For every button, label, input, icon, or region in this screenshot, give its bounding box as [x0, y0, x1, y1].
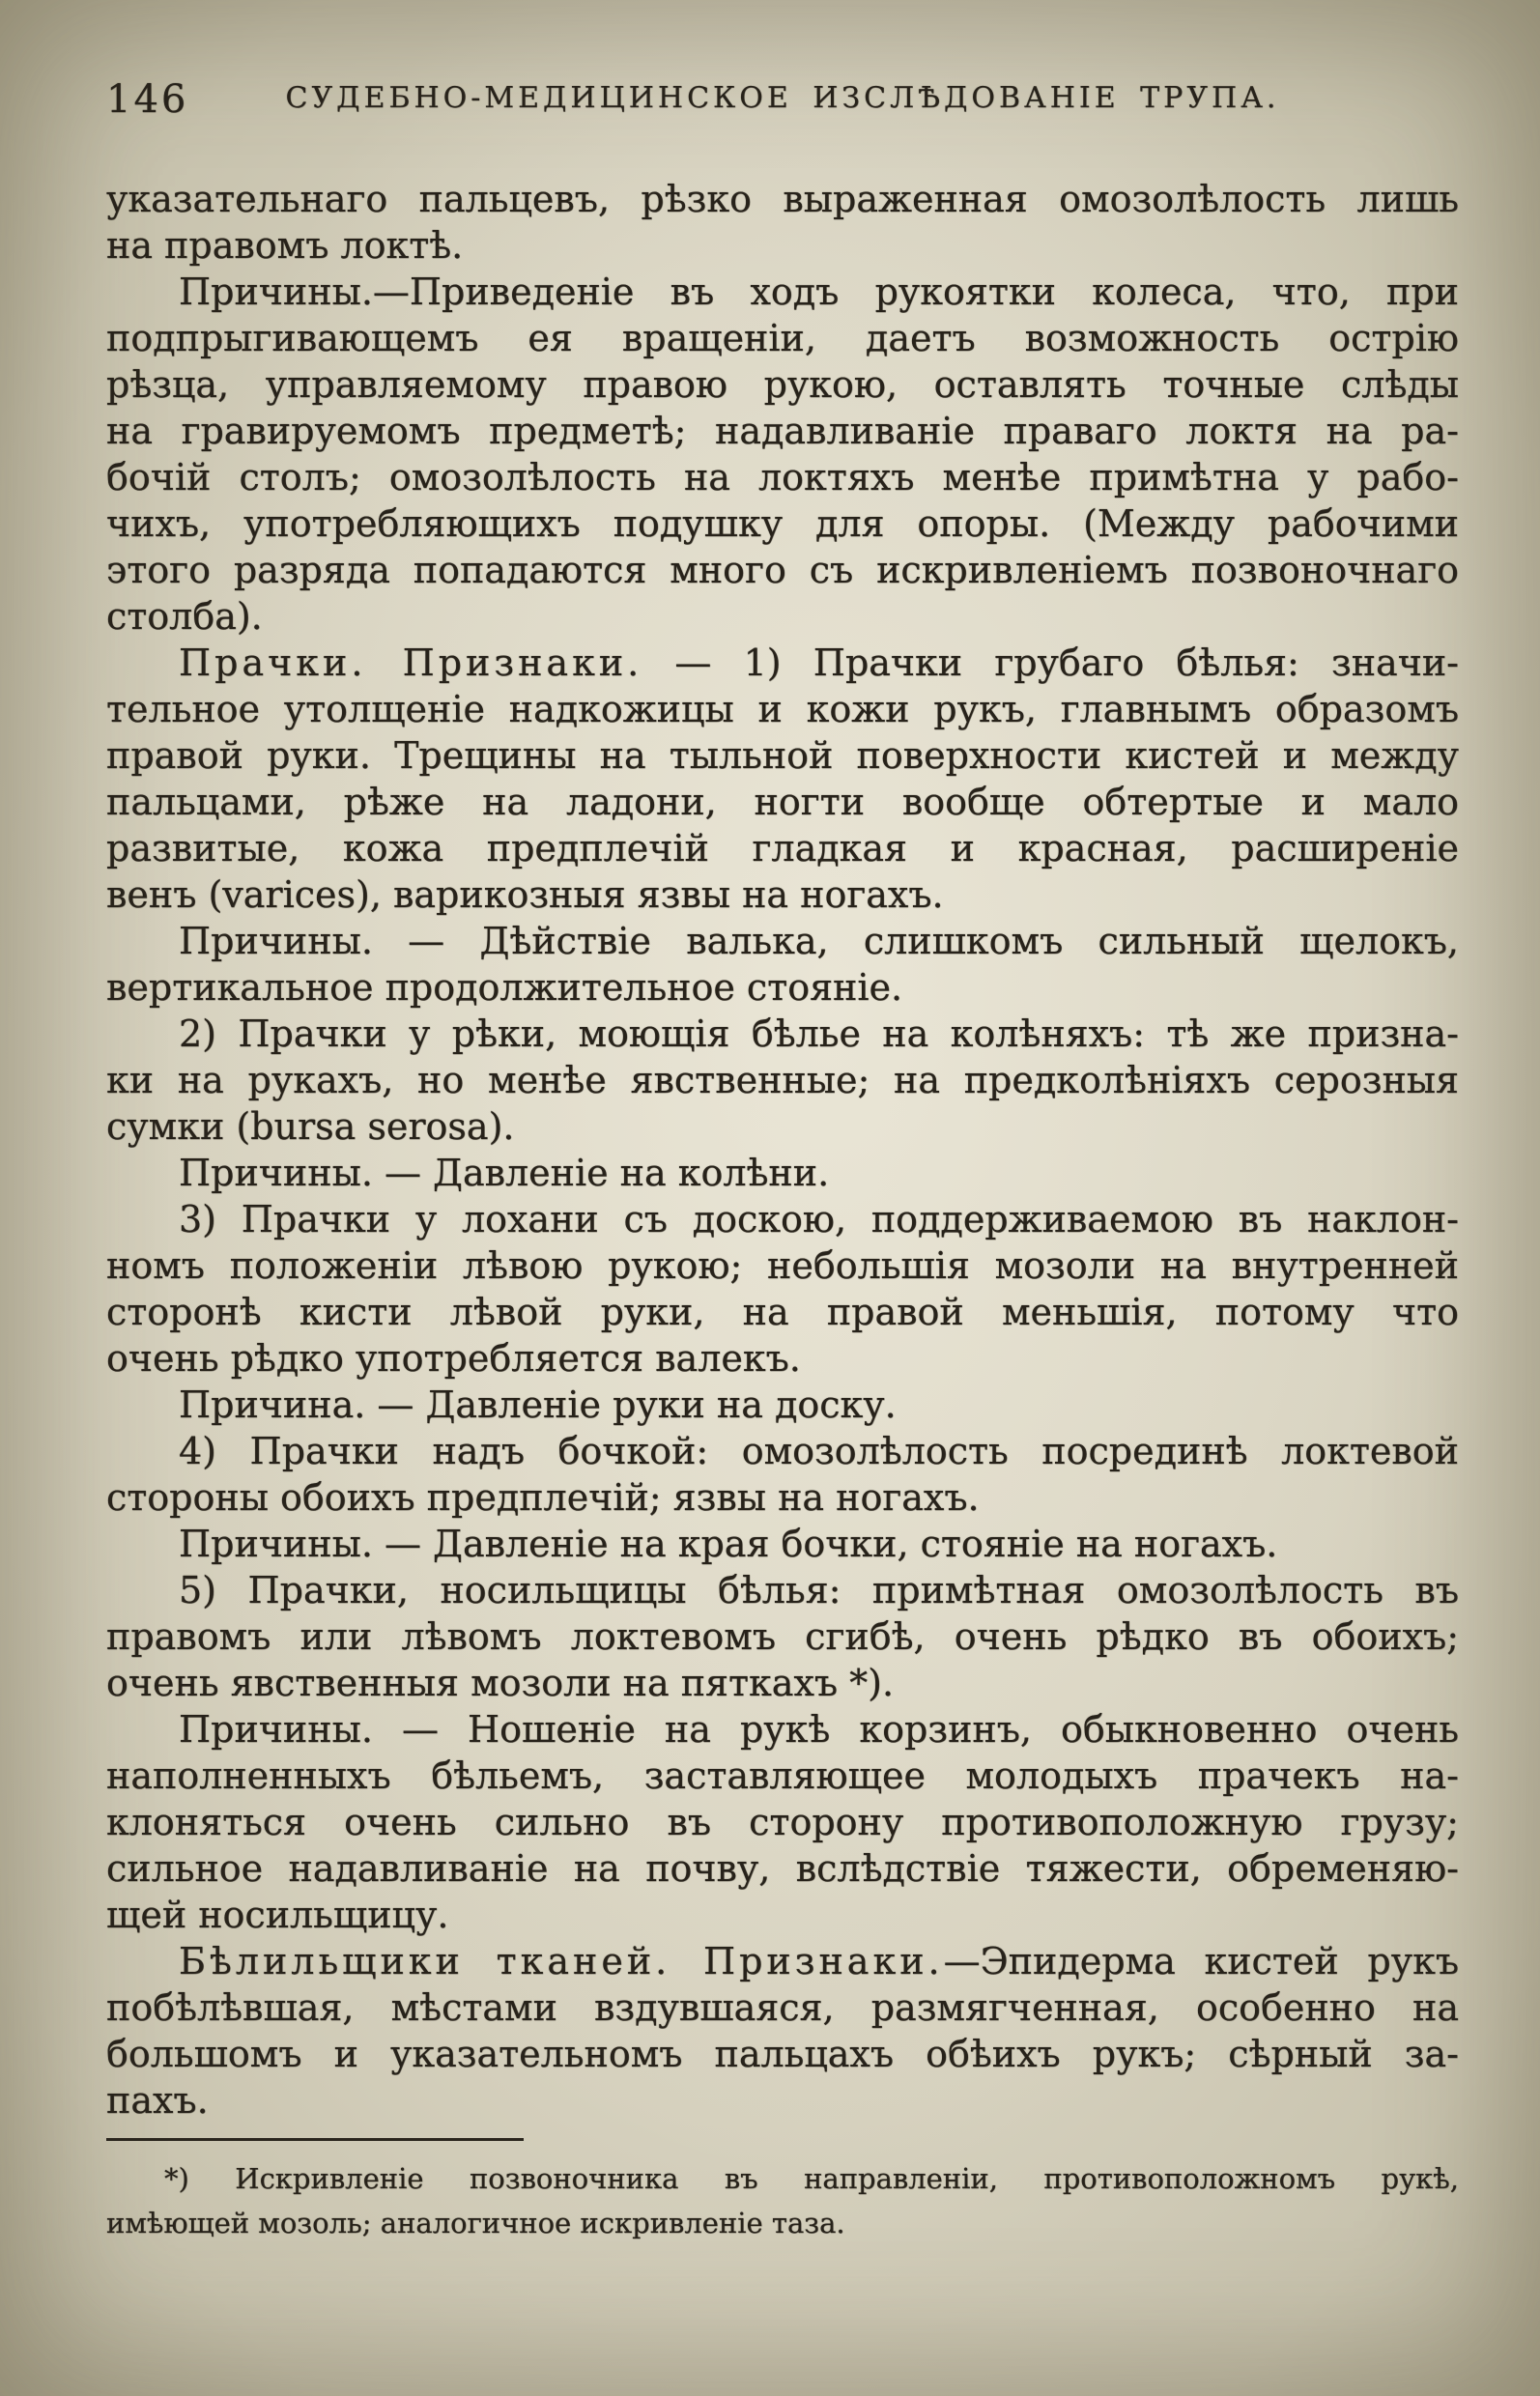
text-line: Причины. — Дѣйствіе валька, слишкомъ сильный щелокъ,	[179, 920, 1459, 962]
text-line: правой руки. Трещины на тыльной поверхности кистей и между	[106, 734, 1459, 777]
text-line: столба).	[106, 595, 263, 638]
text-line: 5) Прачки, носильщицы бѣлья: примѣтная омозолѣлость въ	[179, 1569, 1459, 1612]
text-line: большомъ и указательномъ пальцахъ обѣихъ рукъ; сѣрный за-	[106, 2033, 1459, 2075]
text-line: очень явственныя мозоли на пяткахъ *).	[106, 1662, 895, 1704]
footnote-line: имѣющей мозоль; аналогичное искривленіе таза.	[106, 2207, 845, 2239]
text-line: пахъ.	[106, 2079, 209, 2122]
text-line: наполненныхъ бѣльемъ, заставляющее молодыхъ прачекъ на-	[106, 1754, 1459, 1797]
text-line	[106, 640, 1459, 686]
body-text	[106, 176, 1459, 2124]
text-line: развитые, кожа предплечій гладкая и красная, расширеніе	[106, 827, 1459, 870]
text-line: Причины. — Давленіе на края бочки, стояніе на ногахъ.	[179, 1523, 1278, 1565]
text-line: вертикальное продолжительное стояніе.	[106, 966, 903, 1009]
footnote-line: *) Искривленіе позвоночника въ направленіи, противоположномъ рукѣ,	[164, 2162, 1459, 2195]
running-title: СУДЕБНО-МЕДИЦИНСКОЕ ИЗСЛѢДОВАНІЕ ТРУПА.	[285, 81, 1280, 115]
text-line: сильное надавливаніе на почву, вслѣдствіе тяжести, обременяю-	[106, 1847, 1459, 1890]
emphasized-term: Прачки. Признаки.	[179, 642, 643, 684]
text-line: щей носильщицу.	[106, 1894, 449, 1936]
text-line: побѣлѣвшая, мѣстами вздувшаяся, размягченная, особенно на	[106, 1986, 1459, 2029]
text-line: ки на рукахъ, но менѣе явственные; на предколѣніяхъ серозныя	[106, 1059, 1459, 1101]
text-line: указательнаго пальцевъ, рѣзко выраженная омозолѣлость лишь	[106, 178, 1459, 220]
text-line: Причины. — Давленіе на колѣни.	[179, 1152, 830, 1194]
text-line: очень рѣдко употребляется валекъ.	[106, 1337, 801, 1380]
page-number: 146	[106, 77, 189, 122]
text-line: этого разряда попадаются много съ искривленіемъ позвоночнаго	[106, 549, 1459, 591]
text-line: правомъ или лѣвомъ локтевомъ сгибѣ, очень рѣдко въ обоихъ;	[106, 1615, 1459, 1658]
text-line: клоняться очень сильно въ сторону противоположную грузу;	[106, 1801, 1459, 1843]
text-line: на гравируемомъ предметѣ; надавливаніе праваго локтя на ра-	[106, 410, 1459, 452]
text-line: пальцами, рѣже на ладони, ногти вообще обтертые и мало	[106, 781, 1459, 823]
text-line: Причина. — Давленіе руки на доску.	[179, 1383, 897, 1426]
text-line: номъ положеніи лѣвою рукою; небольшія мозоли на внутренней	[106, 1244, 1459, 1287]
emphasized-term: Бѣлильщики тканей. Признаки.	[179, 1940, 944, 1982]
footnote	[106, 2156, 1459, 2245]
text-line: тельное утолщеніе надкожицы и кожи рукъ, главнымъ образомъ	[106, 688, 1459, 730]
text-line: сумки (bursa serosa).	[106, 1105, 515, 1148]
text-line: 4) Прачки надъ бочкой: омозолѣлость посрединѣ локтевой	[179, 1430, 1459, 1472]
text-line: 3) Прачки у лохани съ доскою, поддерживаемою въ наклон-	[179, 1198, 1459, 1241]
running-header	[106, 77, 1459, 126]
text-line: венъ (varices), варикозныя язвы на ногахъ.	[106, 873, 944, 916]
text-line: Причины. — Ношеніе на рукѣ корзинъ, обыкновенно очень	[179, 1708, 1459, 1751]
text-line: подпрыгивающемъ ея вращеніи, даетъ возможность острію	[106, 317, 1459, 359]
text-line	[106, 1938, 1459, 1984]
footnote-rule	[106, 2138, 524, 2141]
text-line: сторонѣ кисти лѣвой руки, на правой меньшія, потому что	[106, 1291, 1459, 1333]
text-line: стороны обоихъ предплечій; язвы на ногахъ.	[106, 1476, 980, 1519]
text-run: —Эпидерма кистей рукъ	[943, 1940, 1459, 1982]
text-run: — 1) Прачки грубаго бѣлья: значи-	[642, 642, 1459, 684]
text-line: 2) Прачки у рѣки, моющія бѣлье на колѣняхъ: тѣ же призна-	[179, 1013, 1459, 1055]
text-line: чихъ, употребляющихъ подушку для опоры. (Между рабочими	[106, 502, 1459, 545]
text-line: бочій столъ; омозолѣлость на локтяхъ менѣе примѣтна у рабо-	[106, 456, 1459, 499]
text-line: рѣзца, управляемому правою рукою, оставлять точные слѣды	[106, 363, 1459, 406]
text-line: Причины.—Приведеніе въ ходъ рукоятки колеса, что, при	[179, 271, 1459, 313]
text-line: на правомъ локтѣ.	[106, 224, 464, 267]
